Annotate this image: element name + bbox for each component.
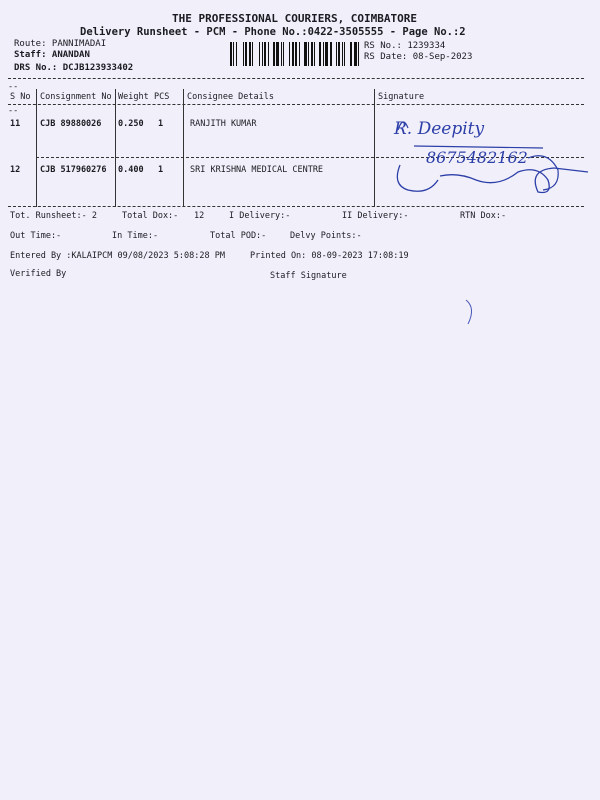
row-pcs: 1 xyxy=(158,119,164,129)
printed-on: Printed On: 08-09-2023 17:08:19 xyxy=(250,251,409,261)
i-delivery-label: I Delivery:- xyxy=(229,211,291,221)
delvy-points-label: Delvy Points:- xyxy=(290,231,362,241)
ink-mark xyxy=(462,298,482,328)
company-title: THE PROFESSIONAL COURIERS, COIMBATORE xyxy=(172,12,418,25)
row-consignee: SRI KRISHNA MEDICAL CENTRE xyxy=(190,165,324,175)
col-header-sno: S No xyxy=(10,92,31,102)
row-consignee: RANJITH KUMAR xyxy=(190,119,257,129)
in-time-label: In Time:- xyxy=(112,231,159,241)
row-pcs: 1 xyxy=(158,165,164,175)
route-label: Route: PANNIMADAI xyxy=(14,39,107,49)
drs-number: DRS No.: DCJB123933402 xyxy=(14,63,134,73)
row-consignment: CJB 517960276 xyxy=(40,165,107,175)
column-line xyxy=(374,89,375,207)
total-dox-label: Total Dox:- xyxy=(122,211,179,221)
staff-label: Staff: ANANDAN xyxy=(14,50,90,60)
divider xyxy=(8,104,584,105)
signature-name: R. Deepity xyxy=(394,119,485,139)
rs-date: RS Date: 08-Sep-2023 xyxy=(364,52,473,62)
runsheet-subtitle: Delivery Runsheet - PCM - Phone No.:0422-3505555 - Page No.:2 xyxy=(80,26,466,38)
col-header-consignee: Consignee Details xyxy=(187,92,274,102)
total-dox-value: 12 xyxy=(194,211,205,221)
entered-by: Entered By :KALAIPCM 09/08/2023 5:08:28 PM xyxy=(10,251,225,261)
col-header-consignment: Consignment No xyxy=(40,92,112,102)
column-line xyxy=(183,89,184,207)
column-line xyxy=(115,89,116,207)
ii-delivery-label: II Delivery:- xyxy=(342,211,409,221)
total-pod-label: Total POD:- xyxy=(210,231,267,241)
staff-signature: Staff Signature xyxy=(270,271,347,281)
dash-mark: -- xyxy=(8,106,19,116)
divider xyxy=(8,78,584,79)
dash-mark: -- xyxy=(8,82,19,92)
row-consignment: CJB 89880026 xyxy=(40,119,102,129)
row-sno: 11 xyxy=(10,119,21,129)
column-line xyxy=(36,89,37,207)
row-weight: 0.250 xyxy=(118,119,144,129)
handwritten-signature xyxy=(378,110,600,200)
total-runsheet: Tot. Runsheet:- 2 xyxy=(10,211,97,221)
verified-by: Verified By xyxy=(10,269,67,279)
out-time-label: Out Time:- xyxy=(10,231,62,241)
rs-number: RS No.: 1239334 xyxy=(364,41,446,51)
divider xyxy=(8,206,584,207)
row-sno: 12 xyxy=(10,165,21,175)
col-header-signature: Signature xyxy=(378,92,425,102)
rtn-dox-label: RTN Dox:- xyxy=(460,211,507,221)
row-weight: 0.400 xyxy=(118,165,144,175)
barcode-image xyxy=(230,42,361,66)
col-header-weight: Weight xyxy=(118,92,149,102)
signature-phone: 8675482162 xyxy=(426,148,528,167)
col-header-pcs: PCS xyxy=(154,92,170,102)
